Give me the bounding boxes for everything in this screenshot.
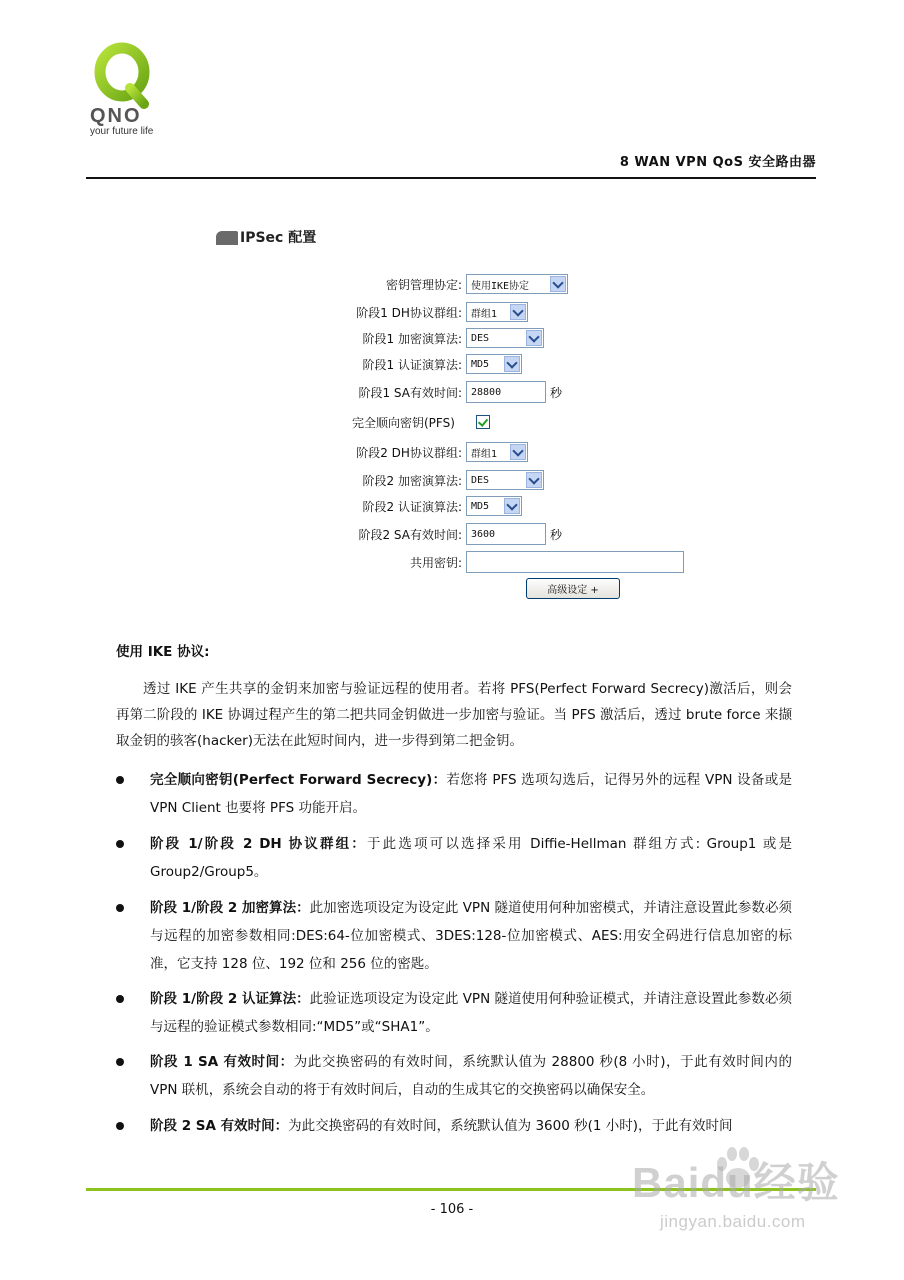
bullet-text: 为此交换密码的有效时间，系统默认值为 28800 秒(8 小时)，于此有效时间内的 VPN 联机，系统会自动的将于有效时间后，自动的生成其它的交换密码以确保安全。 <box>150 1054 792 1098</box>
list-item <box>116 766 792 822</box>
chevron-down-icon[interactable] <box>550 276 566 292</box>
key-management-label: 密钥管理协定: <box>385 277 462 292</box>
phase1-auth-select[interactable] <box>466 354 522 374</box>
chevron-down-icon[interactable] <box>526 472 542 488</box>
phase1-dh-value: 群组1 <box>471 308 498 320</box>
bullet-term: 阶段 1 SA 有效时间： <box>150 1054 294 1070</box>
phase2-dh-value: 群组1 <box>471 448 498 460</box>
key-management-value: 使用IKE协定 <box>471 280 530 292</box>
phase2-auth-select[interactable] <box>466 496 522 516</box>
baidu-watermark <box>632 1140 862 1250</box>
list-item <box>116 894 792 978</box>
form-row-key-management <box>300 272 568 296</box>
chevron-down-icon[interactable] <box>526 330 542 346</box>
seconds-unit: 秒 <box>550 385 563 400</box>
chevron-down-icon[interactable] <box>510 444 526 460</box>
chevron-down-icon[interactable] <box>504 498 520 514</box>
advanced-settings-button[interactable]: 高级设定 + <box>526 578 620 599</box>
key-management-select[interactable] <box>466 274 568 294</box>
bullet-term: 完全顺向密钥(Perfect Forward Secrecy)： <box>150 772 447 788</box>
form-row-phase1-sa-lifetime <box>300 380 562 404</box>
ipsec-title: IPSec 配置 <box>240 230 317 246</box>
document-title: 8 WAN VPN QoS 安全路由器 <box>619 155 816 170</box>
preshared-key-input[interactable] <box>466 551 684 573</box>
form-row-phase1-dh <box>300 300 528 324</box>
phase2-encryption-select[interactable] <box>466 470 544 490</box>
section-tab-icon <box>216 231 238 245</box>
bullet-term: 阶段 1/阶段 2 加密算法： <box>150 900 310 916</box>
logo-text: QNO <box>90 105 142 126</box>
bullet-icon <box>116 776 124 784</box>
bullet-icon <box>116 995 124 1003</box>
phase1-dh-label: 阶段1 DH协议群组: <box>356 305 462 320</box>
seconds-unit: 秒 <box>550 527 563 542</box>
bullet-term: 阶段 2 SA 有效时间： <box>150 1118 289 1134</box>
form-row-phase2-dh <box>300 440 528 464</box>
phase1-encryption-label: 阶段1 加密演算法: <box>362 331 462 346</box>
phase2-auth-value: MD5 <box>471 500 490 512</box>
watermark-url: jingyan.baidu.com <box>660 1212 806 1231</box>
pfs-checkbox[interactable] <box>476 415 490 429</box>
logo-tagline: your future life <box>90 126 154 137</box>
form-row-pfs <box>300 410 490 434</box>
bullet-icon <box>116 1122 124 1130</box>
form-row-phase1-encryption <box>300 326 544 350</box>
phase1-sa-lifetime-label: 阶段1 SA有效时间: <box>358 385 462 400</box>
phase2-encryption-label: 阶段2 加密演算法: <box>362 473 462 488</box>
phase2-dh-label: 阶段2 DH协议群组: <box>356 445 462 460</box>
bullet-term: 阶段 1/阶段 2 DH 协议群组： <box>150 836 367 852</box>
bullet-text: 为此交换密码的有效时间，系统默认值为 3600 秒(1 小时)，于此有效时间 <box>288 1118 733 1134</box>
header-divider <box>86 177 816 179</box>
intro-paragraph: 透过 IKE 产生共享的金钥来加密与验证远程的使用者。若将 PFS(Perfect Forward Secrecy)激活后，则会再第二阶段的 IKE 协调过程产生的第二把共同金钥做进一步加密与验证。当 PFS 激活后，透过 brute force 来撷取金钥的骇客(hacker)无法在此短时间内，进一步得到第二把金钥。 <box>116 681 792 749</box>
bullet-text: 此验证选项设定为设定此 VPN 隧道使用何种验证模式，并请注意设置此参数必须与远程的验证模式参数相同:“MD5”或“SHA1”。 <box>150 991 792 1035</box>
phase2-sa-lifetime-label: 阶段2 SA有效时间: <box>358 527 462 542</box>
bullet-icon <box>116 904 124 912</box>
phase1-auth-value: MD5 <box>471 358 490 370</box>
phase2-encryption-value: DES <box>471 474 490 486</box>
section-title: 使用 IKE 协议: <box>116 644 210 660</box>
bullet-text: 于此选项可以选择采用 Diffie-Hellman 群组方式: Group1 或是 Group2/Group5。 <box>150 836 792 880</box>
chevron-down-icon[interactable] <box>510 304 526 320</box>
list-item <box>116 1112 792 1140</box>
form-row-preshared-key <box>300 550 684 574</box>
phase1-encryption-value: DES <box>471 332 490 344</box>
bullet-text: 若您将 PFS 选项勾选后，记得另外的远程 VPN 设备或是 VPN Client 也要将 PFS 功能开启。 <box>150 772 792 816</box>
phase1-encryption-select[interactable] <box>466 328 544 348</box>
phase1-sa-lifetime-input[interactable]: 28800 <box>466 381 546 403</box>
form-row-phase1-auth <box>300 352 522 376</box>
list-item <box>116 985 792 1041</box>
ipsec-section-header <box>216 227 316 247</box>
form-row-phase2-sa-lifetime <box>300 522 562 546</box>
phase1-dh-select[interactable] <box>466 302 528 322</box>
bullet-text: 此加密选项设定为设定此 VPN 隧道使用何种加密模式，并请注意设置此参数必须与远程的加密参数相同:DES:64-位加密模式、3DES:128-位加密模式、AES:用安全码进行信息加密的标准，它支持 128 位、192 位和 256 位的密匙。 <box>150 900 792 972</box>
bullet-icon <box>116 840 124 848</box>
preshared-key-label: 共用密钥: <box>409 555 462 570</box>
phase2-sa-lifetime-input[interactable]: 3600 <box>466 523 546 545</box>
bullet-term: 阶段 1/阶段 2 认证算法： <box>150 991 310 1007</box>
phase1-auth-label: 阶段1 认证演算法: <box>362 357 462 372</box>
chevron-down-icon[interactable] <box>504 356 520 372</box>
phase2-auth-label: 阶段2 认证演算法: <box>362 499 462 514</box>
watermark-logo: Baidu经验 <box>632 1159 840 1206</box>
bullet-icon <box>116 1058 124 1066</box>
page-number: - 106 - <box>430 1202 474 1217</box>
pfs-label: 完全顺向密钥(PFS) <box>352 415 455 430</box>
list-item <box>116 830 792 886</box>
phase2-dh-select[interactable] <box>466 442 528 462</box>
form-row-phase2-auth <box>300 494 522 518</box>
list-item <box>116 1048 792 1104</box>
form-row-phase2-encryption <box>300 468 544 492</box>
